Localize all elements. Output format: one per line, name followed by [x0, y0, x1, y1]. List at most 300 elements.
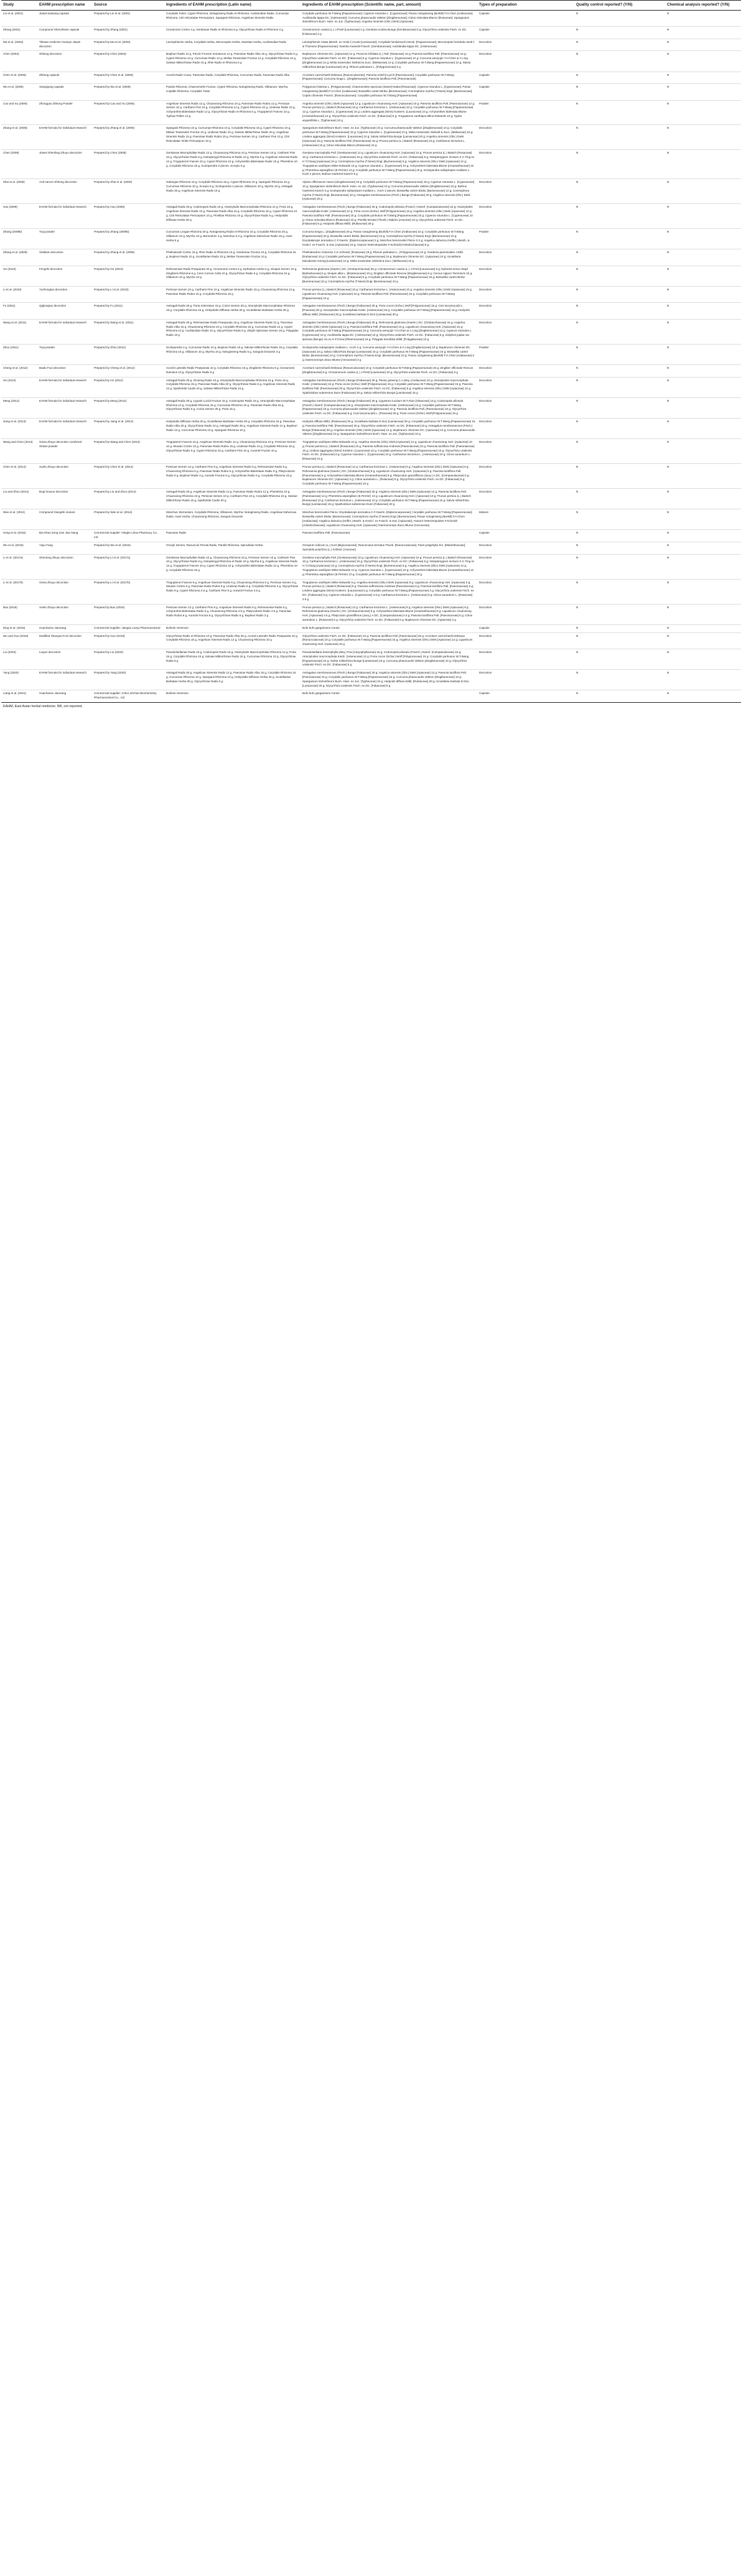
- cell-quality-control: N: [574, 542, 665, 555]
- cell-study: Chen et al. (2005): [1, 72, 37, 84]
- cell-source: Prepared by Chen (2004): [92, 51, 164, 72]
- cell-chemical-analysis: N: [665, 229, 741, 249]
- cell-quality-control: N: [574, 229, 665, 249]
- cell-quality-control: N: [574, 604, 665, 624]
- cell-chemical-analysis: N: [665, 579, 741, 604]
- cell-latin-ingredients: Bupleuri Radix 12 g, Ponciri Fructus Immaturus 12 g, Paeoniae Radix Alba 15 g, Glycyrrhizae Radix 6 g, Cyperi Rhizoma 12 g, Curcumae Radix 12 g, Meliae Toosendan Fructus 12 g, Corydalis Rhizoma 12 g, Salviae Miltiorrhizae Radix 15 g, Rhei Radix et Rhizoma 6 g: [164, 51, 301, 72]
- cell-prescription-name: Xiebikan decoction: [37, 249, 92, 266]
- cell-prescription-name: Fengzhi decoction: [37, 266, 92, 286]
- cell-quality-control: N: [574, 670, 665, 690]
- cell-quality-control: N: [574, 624, 665, 632]
- cell-source: Prepared by Ma et al. (2003): [92, 39, 164, 51]
- cell-preparation-type: Decoction: [477, 39, 574, 51]
- cell-prescription-name: Huachansu Jiaonang: [37, 624, 92, 632]
- cell-source: Prepared by Lin et al. (2001): [92, 10, 164, 26]
- cell-study: Chen (2008): [1, 150, 37, 179]
- cell-quality-control: N: [574, 286, 665, 302]
- table-row: [1, 319, 741, 344]
- cell-study: Ge (2010): [1, 266, 37, 286]
- cell-scientific-ingredients: Aconitum carmichaelii Debeaux [Ranunculaceae]; Paeonia veitchii Lynch [Paeoniaceae]; Corydalis yanhusuo W.T.Wang [Papaveraceae]; Curcuma longa L. [Zingiberaceae]; Paeonia lactiflora Pall. [Paeoniaceae]: [301, 72, 477, 84]
- cell-prescription-name: Compound Shenzhiwei capsule: [37, 27, 92, 39]
- cell-source: Prepared by Guo (2019): [92, 632, 164, 649]
- cell-scientific-ingredients: Gentiana macrophylla Pall. [Gentianaceae] 12 g; Ligusticum chuanxiong Hort. [Apiaceae] 10 g; Prunus persica (L.) Batsch [Rosaceae] 10 g; Carthamus tinctorius L. [Asteraceae] 10 g; Glycyrrhiza uralensis Fisch. ex DC. [Fabaceae] 6 g; Notopterygium incisum K.C.Ting ex H.T.Chang [Apiaceae] 10 g; Commiphora myrrha (T.Nees) Engl. [Burseraceae] 6 g; Angelica sinensis (Oliv.) Diels [Apiaceae] 12 g; Trogopterus xanthipes Milne-Edwards 10 g; Cyperus rotundus L. [Cyperaceae] 10 g; Achyranthes bidentata Blume [Amaranthaceae] 15 g; Pheretima aspergillum (E.Perrier) 10 g; Corydalis yanhusuo W.T.Wang [Papaveraceae] 15 g; Scolopendra subspinipes mutilans L. Koch 2 pieces; Buthus martensii Karsch 5 g: [301, 150, 477, 179]
- cell-prescription-name: Zhongyao Zhitong Powder: [37, 100, 92, 125]
- cell-source: Prepared by Hao (2009): [92, 204, 164, 229]
- cell-prescription-name: Gexia Zhuyu decoction: [37, 579, 92, 604]
- cell-quality-control: N: [574, 51, 665, 72]
- cell-prescription-name: Jiawei kaixiang capsule: [37, 10, 92, 26]
- cell-prescription-name: Xuefu Zhuyu decoction: [37, 604, 92, 624]
- cell-source: Prepared by Wang and Chen (2013): [92, 439, 164, 464]
- table-row: [1, 439, 741, 464]
- cell-latin-ingredients: Oroxyli Semen, Ranunculi Ternati Radix, Paridis Rhizoma, Spirodelae Herba: [164, 542, 301, 555]
- table-row: [1, 249, 741, 266]
- cell-scientific-ingredients: Corydalis yanhusuo W.T.Wang [Papaveraceae]; Cyperus rotundus L. [Cyperaceae]; Panax notoginseng (Burkill) F.H.Chen [Araliaceae]; Aucklandia lappa DC. [Asteraceae]; Curcuma phaeocaulis Valeton [Zingiberaceae]; Citrus reticulata Blanco [Rutaceae]; Sparganium stoloniferum Buch.-Ham. ex Juz. [Typhaceae]; Angelica sinensis (Oliv.) Diels [Apiaceae]: [301, 10, 477, 26]
- cell-preparation-type: Powder: [477, 344, 574, 364]
- cell-chemical-analysis: N: [665, 489, 741, 509]
- cell-quality-control: N: [574, 649, 665, 669]
- cell-latin-ingredients: Astragali Radix 30 g, Codonopsis Radix 15 g, Atractylodis Macrocephalae Rhizoma 12 g, Poria 15 g, Angelicae Sinensis Radix 12 g, Paeoniae Radix Alba 15 g, Corydalis Rhizoma 15 g, Cyperi Rhizoma 10 g, Citri Reticulatae Pericarpium 10 g, Pinelliae Rhizoma 10 g, Glycyrrhizae Radix 6 g, Hedyotidis Diffusae Herba 30 g: [164, 204, 301, 229]
- cell-study: Zhang et al. (2006): [1, 125, 37, 150]
- cell-preparation-type: Decoction: [477, 632, 574, 649]
- cell-prescription-name: Tuqi powder: [37, 344, 92, 364]
- cell-quality-control: N: [574, 100, 665, 125]
- cell-scientific-ingredients: Astragalus membranaceus (Fisch.) Bunge [Fabaceae] 30 g; Angelica sinensis (Oliv.) Diels [Apiaceae] 12 g; Paeonia lactiflora Pall. [Paeoniaceae] 15 g; Corydalis yanhusuo W.T.Wang [Papaveraceae] 15 g; Curcuma phaeocaulis Valeton [Zingiberaceae] 10 g; Sparganium stoloniferum Buch.-Ham. ex Juz. [Typhaceae] 10 g; Hedyotis diffusa Willd. [Rubiaceae] 30 g; Scutellaria barbata D.Don [Lamiaceae] 30 g; Glycyrrhiza uralensis Fisch. ex DC. [Fabaceae] 6 g: [301, 670, 477, 690]
- cell-scientific-ingredients: Prunus persica (L.) Batsch [Rosaceae] 12 g; Carthamus tinctorius L. [Asteraceae] 9 g; Angelica sinensis (Oliv.) Diels [Apiaceae] 9 g; Rehmannia glutinosa (Gaertn.) DC. [Orobanchaceae] 9 g; Achyranthes bidentata Blume [Amaranthaceae] 9 g; Ligusticum chuanxiong Hort. [Apiaceae] 4.5 g; Platycodon grandiflorus (Jacq.) A.DC. [Campanulaceae] 4.5 g; Paeonia lactiflora Pall. [Paeoniaceae] 6 g; Citrus aurantium L. [Rutaceae] 6 g; Glycyrrhiza uralensis Fisch. ex DC. [Fabaceae] 6 g; Bupleurum chinense DC. [Apiaceae] 3 g: [301, 604, 477, 624]
- table-footnote: [1, 703, 711, 709]
- table-row: [1, 303, 741, 319]
- cell-chemical-analysis: N: [665, 84, 741, 100]
- cell-quality-control: N: [574, 27, 665, 39]
- cell-chemical-analysis: N: [665, 690, 741, 703]
- cell-scientific-ingredients: Astragalus membranaceus (Fisch.) Bunge [Fabaceae] 30 g; Codonopsis pilosula (Franch.) Nannf. [Campanulaceae] 15 g; Atractylodes macrocephala Koidz. [Asteraceae] 12 g; Poria cocos (Schw.) Wolf [Polyporaceae] 15 g; Angelica sinensis (Oliv.) Diels [Apiaceae] 12 g; Paeonia lactiflora Pall. [Paeoniaceae] 15 g; Corydalis yanhusuo W.T.Wang [Papaveraceae] 15 g; Cyperus rotundus L. [Cyperaceae] 10 g; Citrus reticulata Blanco [Rutaceae] 10 g; Pinellia ternata (Thunb.) Makino [Araceae] 10 g; Glycyrrhiza uralensis Fisch. ex DC. [Fabaceae] 6 g; Hedyotis diffusa Willd. [Rubiaceae] 30 g: [301, 204, 477, 229]
- cell-source: Prepared by Wu et al. (2015): [92, 542, 164, 555]
- cell-latin-ingredients: Hedyotidis Diffusae Herba 30 g, Scutellariae Barbatae Herba 30 g, Corydalis Rhizoma 15 g, Paeoniae Radix Alba 20 g, Glycyrrhizae Radix 10 g, Astragali Radix 30 g, Angelicae Sinensis Radix 12 g, Bupleuri Radix 10 g, Curcumae Rhizoma 10 g, Sparganii Rhizoma 10 g: [164, 418, 301, 438]
- header-latin-ingredients: Ingredients of EAHM prescription (Latin name): [164, 1, 301, 11]
- table-row: [1, 266, 741, 286]
- cell-chemical-analysis: N: [665, 179, 741, 204]
- cell-prescription-name: Zhitong capsule: [37, 72, 92, 84]
- cell-chemical-analysis: N: [665, 632, 741, 649]
- cell-prescription-name: EAHM formula for individual research: [37, 397, 92, 418]
- cell-latin-ingredients: Pandix Rhizoma, Chaenomelis Fructus, Cyperi Rhizoma, Notoginseng Radix, Olibanum, Myrrha, Coptidis Rhizoma, Corydalis Tuber: [164, 84, 301, 100]
- cell-chemical-analysis: N: [665, 51, 741, 72]
- cell-source: Commercial supplier: Anhui Jinchan Biochemistry Pharmaceutical Co., Ltd: [92, 690, 164, 703]
- cell-latin-ingredients: Rehmanniae Radix Praeparata 30 g, Cinnamomi Cortex 6 g, Ephedrae Herba 6 g, Sinapis Semen 10 g, Zingiberis Rhizoma 6 g, Cervi Cornus Colla 10 g, Glycyrrhizae Radix 6 g, Corydalis Rhizoma 15 g, Olibanum 10 g, Myrrha 10 g: [164, 266, 301, 286]
- cell-prescription-name: Anti-cancer Zhitong decoction: [37, 179, 92, 204]
- cell-prescription-name: Gexia Zhuyu decoction combined Shiwei powder: [37, 439, 92, 464]
- cell-preparation-type: Decoction: [477, 303, 574, 319]
- cell-prescription-name: Shentong Zhuyu decoction: [37, 554, 92, 579]
- table-row: [1, 530, 741, 542]
- cell-quality-control: N: [574, 303, 665, 319]
- cell-chemical-analysis: N: [665, 530, 741, 542]
- cell-chemical-analysis: N: [665, 249, 741, 266]
- cell-scientific-ingredients: Bupleurum chinense DC. [Apiaceae] 12 g; Poncirus trifoliata (L.) Raf. [Rutaceae] 12 g; Paeonia lactiflora Pall. [Paeoniaceae] 15 g; Glycyrrhiza uralensis Fisch. ex DC. [Fabaceae] 6 g; Cyperus rotundus L. [Cyperaceae] 12 g; Curcuma wenyujin Y.H.Chen & C.Ling [Zingiberaceae] 12 g; Melia toosendan Siebold & Zucc. [Meliaceae] 12 g; Corydalis yanhusuo W.T.Wang [Papaveraceae] 12 g; Salvia miltiorrhiza Bunge [Lamiaceae] 15 g; Rheum palmatum L. [Polygonaceae] 6 g: [301, 51, 477, 72]
- cell-source: Commercial supplier: Jiangsu Lianyi Pharmaceutical: [92, 624, 164, 632]
- cell-latin-ingredients: Persicae Semen 12 g, Carthami Flos 9 g, Angelicae Sinensis Radix 9 g, Rehmanniae Radix 9 g, Achyranthis Bidentatae Radix 9 g, Chuanxiong Rhizoma 4.5 g, Platycodonis Radix 4.5 g, Paeoniae Radix Rubra 6 g, Aurantii Fructus 6 g, Glycyrrhizae Radix 6 g, Bupleuri Radix 3 g: [164, 604, 301, 624]
- table-row: [1, 125, 741, 150]
- cell-prescription-name: Yujiu Fang: [37, 542, 92, 555]
- cell-source: Prepared by Bao (2018): [92, 604, 164, 624]
- cell-chemical-analysis: N: [665, 100, 741, 125]
- cell-quality-control: N: [574, 266, 665, 286]
- cell-scientific-ingredients: Cinnamomum cassia (L.) J.Presl [Lauraceae] 4 g; Gentiana scabra Bunge [Gentianaceae] 6 g; Glycyrrhiza uralensis Fisch. ex DC. [Fabaceae] 3 g: [301, 27, 477, 39]
- cell-chemical-analysis: N: [665, 10, 741, 26]
- cell-chemical-analysis: N: [665, 554, 741, 579]
- cell-latin-ingredients: Astragali Radix 30 g, Rehmanniae Radix Praeparata 15 g, Angelicae Sinensis Radix 12 g, Paeoniae Radix Alba 15 g, Chuanxiong Rhizoma 10 g, Corydalis Rhizoma 15 g, Curcumae Radix 12 g, Cyperi Rhizoma 10 g, Aucklandiae Radix 10 g, Glycyrrhizae Radix 6 g, Ziziphi Spinosae Semen 15 g, Polygalae Radix 10 g: [164, 319, 301, 344]
- cell-latin-ingredients: Persicae Semen 10 g, Carthami Flos 10 g, Angelicae Sinensis Radix 15 g, Chuanxiong Rhizoma 10 g, Paeoniae Radix Rubra 15 g, Corydalis Rhizoma 15 g: [164, 286, 301, 302]
- cell-scientific-ingredients: Hedyotis diffusa Willd. [Rubiaceae] 30 g; Scutellaria barbata D.Don [Lamiaceae] 30 g; Corydalis yanhusuo W.T.Wang [Papaveraceae] 15 g; Paeonia lactiflora Pall. [Paeoniaceae] 20 g; Glycyrrhiza uralensis Fisch. ex DC. [Fabaceae] 10 g; Astragalus membranaceus (Fisch.) Bunge [Fabaceae] 30 g; Angelica sinensis (Oliv.) Diels [Apiaceae] 12 g; Bupleurum chinense DC. [Apiaceae] 10 g; Curcuma phaeocaulis Valeton [Zingiberaceae] 10 g; Sparganium stoloniferum Buch.-Ham. ex Juz. [Typhaceae] 10 g: [301, 418, 477, 438]
- cell-latin-ingredients: Scolopendra 2 g, Curcumae Radix 10 g, Bupleuri Radix 10 g, Salviae Miltiorrhizae Radix 15 g, Corydalis Rhizoma 15 g, Olibanum 10 g, Myrrha 10 g, Notoginseng Radix 5 g, Sanguis Draxonis 3 g: [164, 344, 301, 364]
- cell-prescription-name: EAHM formula for individual research: [37, 377, 92, 397]
- table-row: [1, 84, 741, 100]
- table-row: [1, 377, 741, 397]
- cell-study: Ding et al. (2018): [1, 624, 37, 632]
- cell-quality-control: N: [574, 10, 665, 26]
- cell-quality-control: N: [574, 439, 665, 464]
- cell-quality-control: N: [574, 579, 665, 604]
- table-row: [1, 204, 741, 229]
- table-row: [1, 51, 741, 72]
- cell-preparation-type: Decoction: [477, 579, 574, 604]
- cell-scientific-ingredients: Gentiana macrophylla Pall. [Gentianaceae] 10 g; Ligusticum chuanxiong Hort. [Apiaceae] 10 g; Prunus persica (L.) Batsch [Rosaceae] 10 g; Carthamus tinctorius L. [Asteraceae] 10 g; Glycyrrhiza uralensis Fisch. ex DC. [Fabaceae] 6 g; Notopterygium incisum K.C.Ting ex H.T.Chang [Apiaceae] 10 g; Commiphora myrrha (T.Nees) Engl. [Burseraceae] 6 g; Angelica sinensis (Oliv.) Diels [Apiaceae] 12 g; Trogopterus xanthipes Milne-Edwards 10 g; Cyperus rotundus L. [Cyperaceae] 10 g; Achyranthes bidentata Blume [Amaranthaceae] 12 g; Pheretima aspergillum (E.Perrier) 10 g; Corydalis yanhusuo W.T.Wang [Papaveraceae] 15 g: [301, 554, 477, 579]
- table-row: [1, 179, 741, 204]
- cell-scientific-ingredients: Prunus persica (L.) Batsch [Rosaceae] 12 g; Carthamus tinctorius L. [Asteraceae] 9 g; Angelica sinensis (Oliv.) Diels [Apiaceae] 9 g; Rehmannia glutinosa (Gaertn.) DC. [Orobanchaceae] 9 g; Ligusticum chuanxiong Hort. [Apiaceae] 5 g; Paeonia lactiflora Pall. [Paeoniaceae] 6 g; Achyranthes bidentata Blume [Amaranthaceae] 9 g; Platycodon grandiflorus (Jacq.) A.DC. [Campanulaceae] 5 g; Bupleurum chinense DC. [Apiaceae] 3 g; Citrus aurantium L. [Rutaceae] 6 g; Glycyrrhiza uralensis Fisch. ex DC. [Fabaceae] 6 g; Corydalis yanhusuo W.T.Wang [Papaveraceae] 15 g: [301, 464, 477, 489]
- cell-chemical-analysis: N: [665, 464, 741, 489]
- prescription-table: [1, 0, 741, 703]
- cell-study: He (2012): [1, 377, 37, 397]
- cell-latin-ingredients: Aconiti Lateralis Radix Praeparata 10 g, Corydalis Rhizoma 15 g, Zingiberis Rhizoma 6 g, Cinnamomi Ramulus 10 g, Glycyrrhizae Radix 6 g: [164, 364, 301, 377]
- cell-source: Prepared by Wu et al. (2005): [92, 84, 164, 100]
- cell-source: Prepared by Cao and Xu (2006): [92, 100, 164, 125]
- cell-study: Bao (2018): [1, 604, 37, 624]
- cell-preparation-type: Capsule: [477, 624, 574, 632]
- cell-source: Prepared by Zhou (2011): [92, 344, 164, 364]
- cell-source: Prepared by Liu and Zhou (2014): [92, 489, 164, 509]
- cell-scientific-ingredients: Lamiophlomis rotata (Benth. ex Hook.f.) Kudo [Lamiaceae]; Corydalis hendersonii Hemsl. [Papaveraceae]; Meconopsis horridula Hook.f. & Thomson [Papaveraceae]; Swertia mussotii Franch. [Gentianaceae]; Aucklandia lappa DC. [Asteraceae]: [301, 39, 477, 51]
- cell-prescription-name: Shitong decoction: [37, 51, 92, 72]
- cell-quality-control: N: [574, 530, 665, 542]
- cell-chemical-analysis: N: [665, 204, 741, 229]
- cell-study: Wang et al. (2011): [1, 319, 37, 344]
- cell-chemical-analysis: N: [665, 27, 741, 39]
- cell-chemical-analysis: N: [665, 286, 741, 302]
- cell-latin-ingredients: Astragali Radix 30 g, Angelicae Sinensis Radix 12 g, Paeoniae Radix Alba 15 g, Corydalis Rhizoma 15 g, Curcumae Rhizoma 10 g, Sparganii Rhizoma 10 g, Hedyotidis Diffusae Herba 30 g, Scutellariae Barbatae Herba 30 g, Glycyrrhizae Radix 6 g: [164, 670, 301, 690]
- table-row: [1, 364, 741, 377]
- cell-quality-control: N: [574, 84, 665, 100]
- cell-quality-control: N: [574, 418, 665, 438]
- cell-scientific-ingredients: Astragalus membranaceus (Fisch.) Bunge [Fabaceae] 30 g; Ligustrum lucidum W.T.Aiton [Oleaceae] 15 g; Codonopsis pilosula (Franch.) Nannf. [Campanulaceae] 15 g; Atractylodes macrocephala Koidz. [Asteraceae] 12 g; Corydalis yanhusuo W.T.Wang [Papaveraceae] 15 g; Curcuma phaeocaulis Valeton [Zingiberaceae] 10 g; Paeonia lactiflora Pall. [Paeoniaceae] 15 g; Glycyrrhiza uralensis Fisch. ex DC. [Fabaceae] 6 g; Coix lacryma-jobi L. [Poaceae] 30 g; Poria cocos (Schw.) Wolf [Polyporaceae] 15 g: [301, 397, 477, 418]
- cell-latin-ingredients: Gentianae Macrophyllae Radix 10 g, Chuanxiong Rhizoma 10 g, Persicae Semen 10 g, Carthami Flos 10 g, Glycyrrhizae Radix 6 g, Notopterygii Rhizoma et Radix 10 g, Myrrha 6 g, Angelicae Sinensis Radix 12 g, Trogopterori Faeces 10 g, Cyperi Rhizoma 10 g, Achyranthis Bidentatae Radix 12 g, Pheretima 10 g, Corydalis Rhizoma 15 g: [164, 554, 301, 579]
- cell-quality-control: N: [574, 344, 665, 364]
- cell-chemical-analysis: N: [665, 397, 741, 418]
- cell-study: Liang et al. (2021): [1, 690, 37, 703]
- cell-scientific-ingredients: Paeonia lactiflora Pall. [Paeoniaceae]: [301, 530, 477, 542]
- cell-quality-control: N: [574, 179, 665, 204]
- cell-source: Prepared by Liu (2020): [92, 649, 164, 669]
- table-row: [1, 150, 741, 179]
- cell-scientific-ingredients: Phellodendron chinense C.K.Schneid. [Rutaceae] 15 g; Rheum palmatum L. [Polygonaceae] 10 g; Gardenia jasminoides J.Ellis [Rubiaceae] 10 g; Corydalis yanhusuo W.T.Wang [Papaveraceae] 15 g; Bupleurum chinense DC. [Apiaceae] 10 g; Scutellaria baicalensis Georgi [Lamiaceae] 10 g; Melia toosendan Siebold & Zucc. [Meliaceae] 10 g: [301, 249, 477, 266]
- cell-preparation-type: Decoction: [477, 464, 574, 489]
- table-header: [1, 1, 741, 11]
- cell-study: Liu (2020): [1, 649, 37, 669]
- table-row: [1, 286, 741, 302]
- cell-latin-ingredients: Pseudostellariae Radix 15 g, Codonopsis Radix 15 g, Atractylodis Macrocephalae Rhizoma 12 g, Poria 15 g, Corydalis Rhizoma 15 g, Salviae Miltiorrhizae Radix 15 g, Curcumae Rhizoma 10 g, Glycyrrhizae Radix 6 g: [164, 649, 301, 669]
- cell-preparation-type: Powder: [477, 100, 574, 125]
- cell-quality-control: N: [574, 377, 665, 397]
- cell-study: Li et al. (2010): [1, 286, 37, 302]
- cell-quality-control: N: [574, 554, 665, 579]
- cell-quality-control: N: [574, 249, 665, 266]
- cell-study: Zhou (2011): [1, 344, 37, 364]
- table-row: [1, 632, 741, 649]
- table-row: [1, 542, 741, 555]
- cell-preparation-type: Decoction: [477, 670, 574, 690]
- cell-preparation-type: Decoction: [477, 266, 574, 286]
- cell-prescription-name: EAHM formula for individual research: [37, 670, 92, 690]
- header-chemical-analysis: Chemical analysis reported? (Y/N): [665, 1, 741, 11]
- cell-chemical-analysis: N: [665, 624, 741, 632]
- cell-source: Prepared by Chen (2008): [92, 150, 164, 179]
- cell-quality-control: N: [574, 397, 665, 418]
- table-row: [1, 690, 741, 703]
- cell-source: Prepared by Chen et al. (2014): [92, 464, 164, 489]
- cell-source: Prepared by Meng (2012): [92, 397, 164, 418]
- cell-study: Chen (2004): [1, 51, 37, 72]
- cell-source: Prepared by Wang et al. (2011): [92, 319, 164, 344]
- cell-latin-ingredients: Astragali Radix 30 g, Poria Sclerotium 15 g, Coicis Semen 30 g, Atractylodis Macrocephalae Rhizoma 15 g, Corydalis Rhizoma 15 g, Hedyotidis Diffusae Herba 30 g, Scutellariae Barbatae Herba 30 g: [164, 303, 301, 319]
- cell-source: Prepared by Zhai et al. (2009): [92, 179, 164, 204]
- cell-prescription-name: Compound Xiangshi mixture: [37, 509, 92, 530]
- cell-scientific-ingredients: Moschus berezovskii Flerov; Dryobalanops aromatica C.F.Gaertn. [Dipterocarpaceae]; Corydalis yanhusuo W.T.Wang [Papaveraceae]; Boswellia carteri Birdw. [Burseraceae]; Commiphora myrrha (T.Nees) Engl. [Burseraceae]; Panax notoginseng (Burkill) F.H.Chen [Araliaceae]; Angelica dahurica (Hoffm.) Benth. & Hook.f. ex Franch. & Sav. [Apiaceae]; Asarum heterotropoides F.Schmidt [Aristolochiaceae]; Ligusticum chuanxiong Hort. [Apiaceae]; Daemonorops draco Blume [Arecaceae]: [301, 509, 477, 530]
- cell-scientific-ingredients: Scolopendra subspinipes mutilans L. Koch 2 g; Curcuma wenyujin Y.H.Chen & C.Ling [Zingiberaceae] 10 g; Bupleurum chinense DC. [Apiaceae] 10 g; Salvia miltiorrhiza Bunge [Lamiaceae] 15 g; Corydalis yanhusuo W.T.Wang [Papaveraceae] 15 g; Boswellia carteri Birdw. [Burseraceae] 10 g; Commiphora myrrha (T.Nees) Engl. [Burseraceae] 10 g; Panax notoginseng (Burkill) F.H.Chen [Araliaceae] 5 g; Daemonorops draco Blume [Arecaceae] 3 g: [301, 344, 477, 364]
- cell-chemical-analysis: N: [665, 39, 741, 51]
- cell-prescription-name: Tuqi powder: [37, 229, 92, 249]
- cell-preparation-type: Decoction: [477, 542, 574, 555]
- cell-prescription-name: Bai Shao Zong Gan Jiao Nang: [37, 530, 92, 542]
- cell-study: Wu et al. (2015): [1, 542, 37, 555]
- cell-study: Zhang (2009b): [1, 229, 37, 249]
- header-scientific-ingredients: Ingredients of EAHM prescription (Scientific name, part, amount): [301, 1, 477, 11]
- cell-chemical-analysis: N: [665, 542, 741, 555]
- cell-study: Wu et al. (2005): [1, 84, 37, 100]
- cell-preparation-type: Capsule: [477, 84, 574, 100]
- cell-prescription-name: Modified Shaoyao-Fuzi decoction: [37, 632, 92, 649]
- cell-prescription-name: Jiawei Shenfang Zhuyu decoction: [37, 150, 92, 179]
- cell-preparation-type: Decoction: [477, 125, 574, 150]
- cell-prescription-name: Huachansu Jiaonang: [37, 690, 92, 703]
- cell-latin-ingredients: Corydalis Tuber, Cyperi Rhizoma, Notoginseng Radix et Rhizoma, Aucklandiae Radix, Curcumae Rhizoma, Citri reticulatae Pericarpium, Sparganii Rhizoma, Angelicae Sinensis Radix: [164, 10, 301, 26]
- cell-chemical-analysis: N: [665, 439, 741, 464]
- cell-preparation-type: Capsule: [477, 10, 574, 26]
- cell-source: Prepared by Li et al. (2017a): [92, 554, 164, 579]
- cell-quality-control: N: [574, 464, 665, 489]
- cell-quality-control: N: [574, 489, 665, 509]
- cell-latin-ingredients: Astragali Radix 30 g, Ginseng Radix 10 g, Atractylodis Macrocephalae Rhizoma 15 g, Poria 15 g, Corydalis Rhizoma 15 g, Paeoniae Radix Alba 20 g, Glycyrrhizae Radix 6 g, Angelicae Sinensis Radix 12 g, Spatholobi Caulis 20 g, Salviae Miltiorrhizae Radix 15 g: [164, 377, 301, 397]
- table-row: [1, 27, 741, 39]
- cell-study: Wang and Chen (2013): [1, 439, 37, 464]
- cell-quality-control: N: [574, 364, 665, 377]
- cell-latin-ingredients: Moschus, Borneolum, Corydalis Rhizoma, Olibanum, Myrrha, Notoginseng Radix, Angelicae Dahuricae Radix, Asari Herba, Chuanxiong Rhizoma, Sanguis Draxonis: [164, 509, 301, 530]
- cell-chemical-analysis: N: [665, 344, 741, 364]
- cell-preparation-type: Decoction: [477, 150, 574, 179]
- cell-scientific-ingredients: Trogopterus xanthipes Milne-Edwards 9 g; Angelica sinensis (Oliv.) Diels [Apiaceae] 9 g; Ligusticum chuanxiong Hort. [Apiaceae] 6 g; Prunus persica (L.) Batsch [Rosaceae] 9 g; Paeonia suffruticosa Andrews [Paeoniaceae] 6 g; Paeonia lactiflora Pall. [Paeoniaceae] 6 g; Lindera aggregata (Sims) Kosterm. [Lauraceae] 6 g; Corydalis yanhusuo W.T.Wang [Papaveraceae] 3 g; Glycyrrhiza uralensis Fisch. ex DC. [Fabaceae] 9 g; Cyperus rotundus L. [Cyperaceae] 4.5 g; Carthamus tinctorius L. [Asteraceae] 9 g; Citrus aurantium L. [Rutaceae] 4.5 g: [301, 579, 477, 604]
- header-source: Source: [92, 1, 164, 11]
- cell-latin-ingredients: Gentianae Macrophyllae Radix 12 g, Chuanxiong Rhizoma 10 g, Persicae Semen 10 g, Carthami Flos 10 g, Glycyrrhizae Radix 6 g, Notopterygii Rhizoma et Radix 10 g, Myrrha 6 g, Angelicae Sinensis Radix 12 g, Trogopterori Faeces 10 g, Cyperi Rhizoma 10 g, Achyranthis Bidentatae Radix 15 g, Pheretima 10 g, Corydalis Rhizoma 15 g, Scolopendra 2 pieces, Scorpio 5 g: [164, 150, 301, 179]
- cell-chemical-analysis: N: [665, 418, 741, 438]
- table-row: [1, 554, 741, 579]
- cell-latin-ingredients: Trogopterori Faeces 10 g, Angelicae Sinensis Radix 12 g, Chuanxiong Rhizoma 10 g, Persicae Semen 10 g, Moutan Cortex 10 g, Paeoniae Radix Rubra 15 g, Linderae Radix 10 g, Corydalis Rhizoma 15 g, Glycyrrhizae Radix 6 g, Cyperi Rhizoma 10 g, Carthami Flos 10 g, Aurantii Fructus 10 g: [164, 439, 301, 464]
- cell-preparation-type: Decoction: [477, 397, 574, 418]
- cell-scientific-ingredients: Pseudostellaria heterophylla (Miq.) Pax [Caryophyllaceae] 15 g; Codonopsis pilosula (Franch.) Nannf. [Campanulaceae] 15 g; Atractylodes macrocephala Koidz. [Asteraceae] 12 g; Poria cocos (Schw.) Wolf [Polyporaceae] 15 g; Corydalis yanhusuo W.T.Wang [Papaveraceae] 15 g; Salvia miltiorrhiza Bunge [Lamiaceae] 15 g; Curcuma phaeocaulis Valeton [Zingiberaceae] 10 g; Glycyrrhiza uralensis Fisch. ex DC. [Fabaceae] 6 g: [301, 649, 477, 669]
- cell-latin-ingredients: Glycyrrhizae Radix et Rhizoma 10 g, Paeoniae Radix Alba 30 g, Aconiti Lateralis Radix Praeparata 10 g, Corydalis Rhizoma 15 g, Angelicae Sinensis Radix 12 g, Chuanxiong Rhizoma 10 g: [164, 632, 301, 649]
- cell-preparation-type: Capsule: [477, 530, 574, 542]
- cell-quality-control: N: [574, 632, 665, 649]
- cell-chemical-analysis: N: [665, 604, 741, 624]
- cell-source: Prepared by Yang (2020): [92, 670, 164, 690]
- cell-prescription-name: Qiglongtuo decoction: [37, 303, 92, 319]
- table-row: [1, 344, 741, 364]
- cell-study: Liu and Zhou (2014): [1, 489, 37, 509]
- cell-scientific-ingredients: Aconitum carmichaelii Debeaux [Ranunculaceae] 10 g; Corydalis yanhusuo W.T.Wang [Papaveraceae] 15 g; Zingiber officinale Roscoe [Zingiberaceae] 6 g; Cinnamomum cassia (L.) J.Presl [Lauraceae] 10 g; Glycyrrhiza uralensis Fisch. ex DC. [Fabaceae] 6 g: [301, 364, 477, 377]
- cell-quality-control: N: [574, 509, 665, 530]
- cell-latin-ingredients: Angelicae Sinensis Radix 12 g, Chuanxiong Rhizoma 10 g, Paeoniae Radix Rubra 12 g, Persicae Semen 10 g, Carthami Flos 10 g, Corydalis Rhizoma 12 g, Cyperi Rhizoma 10 g, Linderae Radix 10 g, Achyranthis Bidentatae Radix 12 g, Glycyrrhizae Radix et Rhizoma 6 g, Trogopterori Faeces 10 g, Typhae Pollen 10 g: [164, 100, 301, 125]
- cell-study: Song et al. (2015): [1, 530, 37, 542]
- cell-source: Prepared by Li et al. (2010): [92, 286, 164, 302]
- cell-scientific-ingredients: Angelica sinensis (Oliv.) Diels [Apiaceae] 12 g; Ligusticum chuanxiong Hort. [Apiaceae] 10 g; Paeonia lactiflora Pall. [Paeoniaceae] 12 g; Prunus persica (L.) Batsch [Rosaceae] 10 g; Carthamus tinctorius L. [Asteraceae] 10 g; Corydalis yanhusuo W.T.Wang [Papaveraceae] 12 g; Cyperus rotundus L. [Cyperaceae] 10 g; Lindera aggregata (Sims) Kosterm. [Lauraceae] 10 g; Achyranthes bidentata Blume [Amaranthaceae] 12 g; Glycyrrhiza uralensis Fisch. ex DC. [Fabaceae] 6 g; Trogopterus xanthipes Milne-Edwards 10 g; Typha angustifolia L. [Typhaceae] 10 g: [301, 100, 477, 125]
- table-row: [1, 624, 741, 632]
- cell-source: Prepared by Zhang et al. (2006): [92, 125, 164, 150]
- cell-latin-ingredients: Lamiophlomis Herba, Corydalis Herba, Meconopsis Herba, Swertiae Herba, Aucklandiae Radix: [164, 39, 301, 51]
- cell-study: Zhang (2001): [1, 27, 37, 39]
- cell-study: Cheng et al. (2012): [1, 364, 37, 377]
- cell-study: Zhai et al. (2009): [1, 179, 37, 204]
- cell-preparation-type: Decoction: [477, 604, 574, 624]
- cell-source: Prepared by Zhang (2009b): [92, 229, 164, 249]
- cell-source: Prepared by Wan et al. (2014): [92, 509, 164, 530]
- cell-prescription-name: Baidu Fuxi decoction: [37, 364, 92, 377]
- cell-study: Fu (2011): [1, 303, 37, 319]
- cell-scientific-ingredients: Curcuma longa L. [Zingiberaceae] 20 g; Panax notoginseng (Burkill) F.H.Chen [Araliaceae] 10 g; Corydalis yanhusuo W.T.Wang [Papaveraceae] 20 g; Boswellia carteri Birdw. [Burseraceae] 10 g; Commiphora myrrha (T.Nees) Engl. [Burseraceae] 10 g; Dryobalanops aromatica C.F.Gaertn. [Dipterocarpaceae] 3 g; Moschus berezovskii Flerov 0.3 g; Angelica dahurica (Hoffm.) Benth. & Hook.f. ex Franch. & Sav. [Apiaceae] 15 g; Asarum heterotropoides F.Schmidt [Aristolochiaceae] 5 g: [301, 229, 477, 249]
- cell-latin-ingredients: Astragali Radix 30 g, Ligustri Lucidi Fructus 15 g, Codonopsis Radix 15 g, Atractylodis Macrocephalae Rhizoma 12 g, Corydalis Rhizoma 15 g, Curcumae Rhizoma 10 g, Paeoniae Radix Alba 15 g, Glycyrrhizae Radix 6 g, Coicis Semen 30 g, Poria 15 g: [164, 397, 301, 418]
- cell-scientific-ingredients: Bufo bufo gargarizans Cantor: [301, 690, 477, 703]
- cell-preparation-type: Decoction: [477, 489, 574, 509]
- cell-source: Prepared by Jiang et al. (2013): [92, 418, 164, 438]
- cell-chemical-analysis: N: [665, 377, 741, 397]
- table-row: [1, 509, 741, 530]
- cell-preparation-type: Capsule: [477, 690, 574, 703]
- cell-scientific-ingredients: Rehmannia glutinosa (Gaertn.) DC. [Orobanchaceae] 30 g; Cinnamomum cassia (L.) J.Presl [Lauraceae] 6 g; Ephedra sinica Stapf [Ephedraceae] 6 g; Sinapis alba L. [Brassicaceae] 10 g; Zingiber officinale Roscoe [Zingiberaceae] 6 g; Cervus nippon Temminck 10 g; Glycyrrhiza uralensis Fisch. ex DC. [Fabaceae] 6 g; Corydalis yanhusuo W.T.Wang [Papaveraceae] 15 g; Boswellia carteri Birdw. [Burseraceae] 10 g; Commiphora myrrha (T.Nees) Engl. [Burseraceae] 10 g: [301, 266, 477, 286]
- cell-study: Wan et al. (2014): [1, 509, 37, 530]
- table-row: [1, 418, 741, 438]
- table-row: [1, 489, 741, 509]
- cell-quality-control: N: [574, 204, 665, 229]
- cell-latin-ingredients: Phellodendri Cortex 15 g, Rhei Radix et Rhizoma 10 g, Gardeniae Fructus 10 g, Corydalis Rhizoma 15 g, Bupleuri Radix 10 g, Scutellariae Radix 10 g, Meliae Toosendan Fructus 10 g: [164, 249, 301, 266]
- header-preparation-type: Types of preparation: [477, 1, 574, 11]
- cell-chemical-analysis: N: [665, 649, 741, 669]
- cell-prescription-name: Xiaoyigong capsule: [37, 84, 92, 100]
- cell-prescription-name: Buqi huoxue decoction: [37, 489, 92, 509]
- cell-study: Jiang et al. (2013): [1, 418, 37, 438]
- cell-study: Zhang et al. (2009): [1, 249, 37, 266]
- cell-prescription-name: EAHM formula for individual research: [37, 418, 92, 438]
- table-row: [1, 670, 741, 690]
- table-row: [1, 397, 741, 418]
- cell-quality-control: N: [574, 39, 665, 51]
- table-row: [1, 464, 741, 489]
- cell-quality-control: N: [574, 319, 665, 344]
- cell-study: Lin et al. (2001): [1, 10, 37, 26]
- cell-study: Hao (2009): [1, 204, 37, 229]
- cell-scientific-ingredients: Trogopterus xanthipes Milne-Edwards 10 g; Angelica sinensis (Oliv.) Diels [Apiaceae] 12 g; Ligusticum chuanxiong Hort. [Apiaceae] 10 g; Prunus persica (L.) Batsch [Rosaceae] 10 g; Paeonia suffruticosa Andrews [Paeoniaceae] 10 g; Paeonia lactiflora Pall. [Paeoniaceae] 15 g; Lindera aggregata (Sims) Kosterm. [Lauraceae] 10 g; Corydalis yanhusuo W.T.Wang [Papaveraceae] 15 g; Glycyrrhiza uralensis Fisch. ex DC. [Fabaceae] 6 g; Cyperus rotundus L. [Cyperaceae] 10 g; Carthamus tinctorius L. [Asteraceae] 10 g; Citrus aurantium L. [Rutaceae] 10 g: [301, 439, 477, 464]
- cell-source: Prepared by He (2012): [92, 377, 164, 397]
- cell-study: Cao and Xu (2006): [1, 100, 37, 125]
- cell-preparation-type: Decoction: [477, 364, 574, 377]
- header-quality-control: Quality control reported? (Y/N): [574, 1, 665, 11]
- cell-latin-ingredients: Persicae Semen 12 g, Carthami Flos 9 g, Angelicae Sinensis Radix 9 g, Rehmanniae Radix 9 g, Chuanxiong Rhizoma 5 g, Paeoniae Radix Rubra 6 g, Achyranthis Bidentatae Radix 9 g, Platycodonis Radix 5 g, Bupleuri Radix 3 g, Aurantii Fructus 6 g, Glycyrrhizae Radix 6 g, Corydalis Rhizoma 15 g: [164, 464, 301, 489]
- cell-preparation-type: Decoction: [477, 649, 574, 669]
- cell-study: Li et al. (2017a): [1, 554, 37, 579]
- cell-chemical-analysis: N: [665, 509, 741, 530]
- table-row: [1, 10, 741, 26]
- cell-preparation-type: Decoction: [477, 439, 574, 464]
- cell-study: Ma et al. (2003): [1, 39, 37, 51]
- cell-study: Chen et al. (2014): [1, 464, 37, 489]
- cell-chemical-analysis: N: [665, 125, 741, 150]
- table-row: [1, 229, 741, 249]
- cell-source: Prepared by Fu (2011): [92, 303, 164, 319]
- cell-quality-control: N: [574, 72, 665, 84]
- cell-scientific-ingredients: Astragalus membranaceus (Fisch.) Bunge [Fabaceae] 30 g; Panax ginseng C.A.Mey. [Araliaceae] 10 g; Atractylodes macrocephala Koidz. [Asteraceae] 15 g; Poria cocos (Schw.) Wolf [Polyporaceae] 15 g; Corydalis yanhusuo W.T.Wang [Papaveraceae] 15 g; Paeonia lactiflora Pall. [Paeoniaceae] 20 g; Glycyrrhiza uralensis Fisch. ex DC. [Fabaceae] 6 g; Angelica sinensis (Oliv.) Diels [Apiaceae] 12 g; Spatholobus suberectus Dunn [Fabaceae] 20 g; Salvia miltiorrhiza Bunge [Lamiaceae] 15 g: [301, 377, 477, 397]
- cell-scientific-ingredients: Glycyrrhiza uralensis Fisch. ex DC. [Fabaceae] 10 g; Paeonia lactiflora Pall. [Paeoniaceae] 30 g; Aconitum carmichaelii Debeaux [Ranunculaceae] 10 g; Corydalis yanhusuo W.T.Wang [Papaveraceae] 15 g; Angelica sinensis (Oliv.) Diels [Apiaceae] 12 g; Ligusticum chuanxiong Hort. [Apiaceae] 10 g: [301, 632, 477, 649]
- table-row: [1, 579, 741, 604]
- cell-chemical-analysis: N: [665, 364, 741, 377]
- cell-prescription-name: Yuzhongtao decoction: [37, 286, 92, 302]
- cell-source: Prepared by Cheng et al. (2012): [92, 364, 164, 377]
- cell-preparation-type: Powder: [477, 229, 574, 249]
- cell-chemical-analysis: N: [665, 266, 741, 286]
- cell-scientific-ingredients: Polygonum bistorta L. [Polygonaceae]; Chaenomeles speciosa (Sweet) Nakai [Rosaceae]; Cyperus rotundus L. [Cyperaceae]; Panax notoginseng (Burkill) F.H.Chen [Araliaceae]; Boswellia carteri Birdw. [Burseraceae]; Commiphora myrrha (T.Nees) Engl. [Burseraceae]; Coptis chinensis Franch. [Ranunculaceae]; Corydalis yanhusuo W.T.Wang [Papaveraceae]: [301, 84, 477, 100]
- table-body: [1, 10, 741, 702]
- cell-prescription-name: Xuefu Zhuyu decoction: [37, 464, 92, 489]
- cell-prescription-name: EAHM formula for individual research: [37, 204, 92, 229]
- cell-preparation-type: Decoction: [477, 179, 574, 204]
- cell-preparation-type: Decoction: [477, 377, 574, 397]
- cell-prescription-name: EAHM formula for individual research: [37, 125, 92, 150]
- cell-scientific-ingredients: Astragalus membranaceus (Fisch.) Bunge [Fabaceae] 30 g; Poria cocos (Schw.) Wolf [Polyporaceae] 15 g; Coix lacryma-jobi L. [Poaceae] 30 g; Atractylodes macrocephala Koidz. [Asteraceae] 15 g; Corydalis yanhusuo W.T.Wang [Papaveraceae] 15 g; Hedyotis diffusa Willd. [Rubiaceae] 30 g; Scutellaria barbata D.Don [Lamiaceae] 30 g: [301, 303, 477, 319]
- cell-preparation-type: Decoction: [477, 418, 574, 438]
- cell-latin-ingredients: Curcumae Longae Rhizoma 20 g, Notoginseng Radix et Rhizoma 10 g, Corydalis Rhizoma 20 g, Olibanum 10 g, Myrrha 10 g, Borneolum 3 g, Moschus 0.3 g, Angelicae Dahuricae Radix 15 g, Asari Herba 5 g: [164, 229, 301, 249]
- cell-quality-control: N: [574, 150, 665, 179]
- cell-study: Meng (2012): [1, 397, 37, 418]
- cell-latin-ingredients: Bufonis Venenum: [164, 624, 301, 632]
- cell-study: Li et al. (2017b): [1, 579, 37, 604]
- cell-preparation-type: Decoction: [477, 204, 574, 229]
- cell-chemical-analysis: N: [665, 670, 741, 690]
- cell-scientific-ingredients: Prunus persica (L.) Batsch [Rosaceae] 10 g; Carthamus tinctorius L. [Asteraceae] 10 g; Angelica sinensis (Oliv.) Diels [Apiaceae] 15 g; Ligusticum chuanxiong Hort. [Apiaceae] 10 g; Paeonia lactiflora Pall. [Paeoniaceae] 15 g; Corydalis yanhusuo W.T.Wang [Papaveraceae] 15 g: [301, 286, 477, 302]
- cell-latin-ingredients: Bufonis Venenum: [164, 690, 301, 703]
- cell-prescription-name: EAHM formula for individual research: [37, 319, 92, 344]
- cell-chemical-analysis: N: [665, 72, 741, 84]
- cell-preparation-type: Capsule: [477, 72, 574, 84]
- cell-study: Yang (2020): [1, 670, 37, 690]
- cell-scientific-ingredients: Sparganium stoloniferum Buch.-Ham. ex Juz. [Typhaceae] 10 g; Curcuma phaeocaulis Valeton [Zingiberaceae] 10 g; Corydalis yanhusuo W.T.Wang [Papaveraceae] 15 g; Cyperus rotundus L. [Cyperaceae] 10 g; Melia toosendan Siebold & Zucc. [Meliaceae] 10 g; Lindera aggregata (Sims) Kosterm. [Lauraceae] 10 g; Salvia miltiorrhiza Bunge [Lamiaceae] 20 g; Angelica sinensis (Oliv.) Diels [Apiaceae] 15 g; Paeonia lactiflora Pall. [Paeoniaceae] 15 g; Prunus persica (L.) Batsch [Rosaceae] 10 g; Carthamus tinctorius L. [Asteraceae] 10 g; Citrus reticulata Blanco [Rutaceae] 10 g: [301, 125, 477, 150]
- cell-chemical-analysis: N: [665, 150, 741, 179]
- cell-source: Prepared by Zhang (2001): [92, 27, 164, 39]
- cell-scientific-ingredients: Bufo bufo gargarizans Cantor: [301, 624, 477, 632]
- table-row: [1, 39, 741, 51]
